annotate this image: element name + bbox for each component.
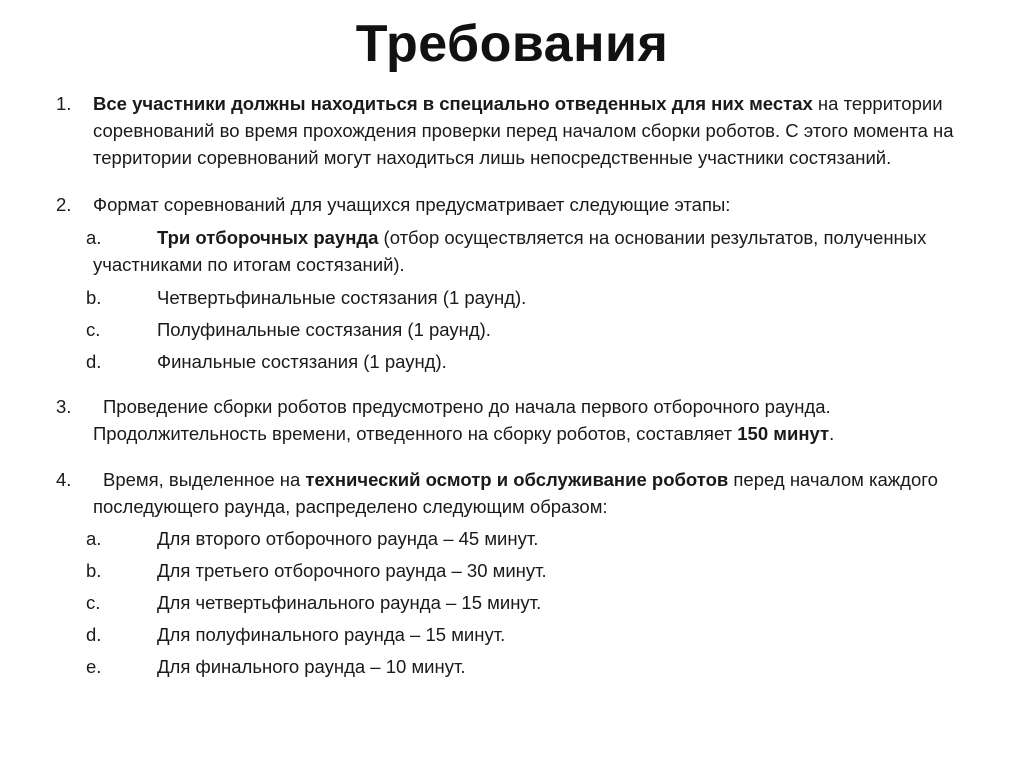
list-item-2 xyxy=(0,191,1024,218)
text: Время, выделенное на xyxy=(103,469,306,490)
sub-item-text: Для полуфинального раунда – 15 минут. xyxy=(157,624,506,645)
sub-item-2b xyxy=(0,284,1024,316)
list-item-1 xyxy=(0,90,1024,171)
bold-text: технический осмотр и обслуживание роботов xyxy=(305,469,729,490)
sub-letter: a. xyxy=(86,227,102,248)
sub-letter: d. xyxy=(86,351,102,372)
sub-item-text: Для второго отборочного раунда – 45 минут. xyxy=(157,528,539,549)
sub-letter: c. xyxy=(86,592,101,613)
sub-item-4c xyxy=(0,589,1024,621)
sub-item-text: Для четвертьфинального раунда – 15 минут. xyxy=(157,592,542,613)
sub-item-text: Финальные состязания (1 раунд). xyxy=(157,351,447,372)
text: на территории соревнований во время прохождения проверки перед началом сборки роботов. С этого момента на территории соревнований могут находиться лишь непосредственные участники состязаний. xyxy=(93,93,954,168)
bold-text: Все участники должны находиться в специально отведенных для них местах xyxy=(93,93,813,114)
list-item-text xyxy=(93,393,973,447)
sub-item-2d xyxy=(0,348,1024,380)
sub-item-text: Полуфинальные состязания (1 раунд). xyxy=(157,319,491,340)
bold-text: Три отборочных раунда xyxy=(157,227,379,248)
text: . xyxy=(829,423,835,444)
list-item-4 xyxy=(0,466,1024,520)
text: перед началом каждого последующего раунда, распределено следующим образом: xyxy=(93,469,938,517)
list-number: 1. xyxy=(56,93,72,114)
sub-item-text xyxy=(93,224,973,278)
sub-letter: d. xyxy=(86,624,102,645)
list-item-text xyxy=(93,90,973,171)
text: Проведение сборки роботов предусмотрено до начала первого отборочного раунда. Продолжительность времени, отведенного на сборку роботов, составляет xyxy=(93,396,831,444)
list-item-text xyxy=(93,466,973,520)
sub-item-2a xyxy=(0,224,1024,278)
sub-item-4e xyxy=(0,653,1024,685)
list-number: 2. xyxy=(56,194,72,215)
bold-text: 150 минут xyxy=(737,423,830,444)
slide-title: Требования xyxy=(355,15,669,73)
list-item-text: Формат соревнований для учащихся предусматривает следующие этапы: xyxy=(93,194,731,215)
sub-item-4d xyxy=(0,621,1024,653)
list-number: 4. xyxy=(56,469,72,490)
sub-letter: c. xyxy=(86,319,101,340)
sub-letter: e. xyxy=(86,656,102,677)
list-item-3 xyxy=(0,393,1024,447)
sub-letter: b. xyxy=(86,287,102,308)
requirements-list xyxy=(0,90,1024,685)
sub-letter: b. xyxy=(86,560,102,581)
sub-item-4b xyxy=(0,557,1024,589)
sub-item-text: Четвертьфинальные состязания (1 раунд). xyxy=(157,287,527,308)
sub-item-2c xyxy=(0,316,1024,348)
text: (отбор осуществляется на основании результатов, полученных участниками по итогам состязаний). xyxy=(93,227,927,275)
sub-item-text: Для финального раунда – 10 минут. xyxy=(157,656,466,677)
list-number: 3. xyxy=(56,396,72,417)
sub-item-text: Для третьего отборочного раунда – 30 минут. xyxy=(157,560,547,581)
sub-letter: a. xyxy=(86,528,102,549)
sub-item-4a xyxy=(0,525,1024,557)
